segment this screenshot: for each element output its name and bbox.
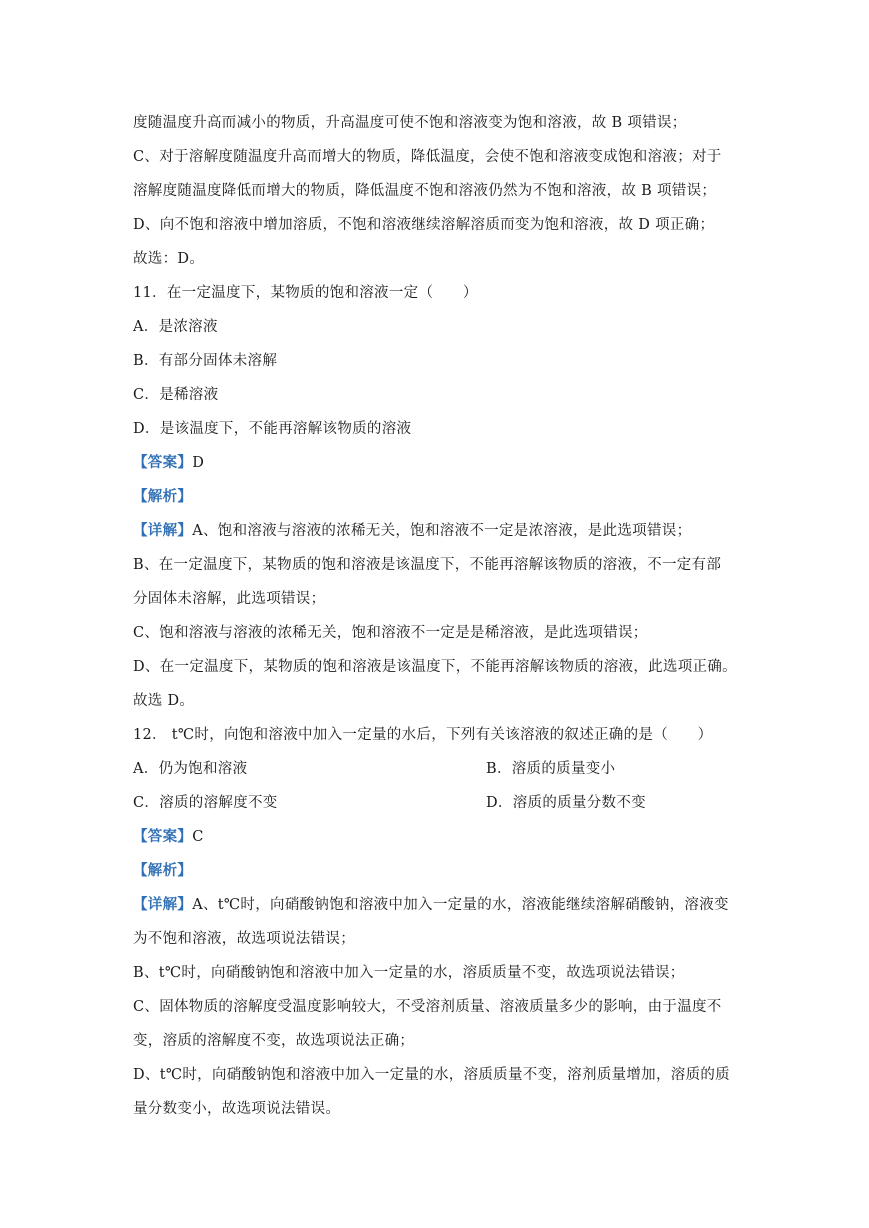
- analysis-label: 【解析】: [133, 862, 193, 879]
- q10-text-line: 度随温度升高而减小的物质，升高温度可使不饱和溶液变为饱和溶液，故 B 项错误；: [133, 115, 687, 131]
- q12-detail-line: 量分数变小，故选项说法错误。: [133, 1101, 341, 1117]
- q11-detail-line: 分固体未溶解，此选项错误；: [133, 591, 326, 607]
- q11-option-d: D．是该温度下，不能再溶解该物质的溶液: [133, 421, 412, 437]
- q10-conclusion: 故选：D。: [133, 251, 205, 267]
- q10-text-line: D、向不饱和溶液中增加溶质，不饱和溶液继续溶解溶质而变为饱和溶液，故 D 项正确；: [133, 217, 715, 233]
- answer-label: 【答案】: [133, 828, 193, 845]
- q11-conclusion: 故选 D。: [133, 693, 195, 709]
- q12-answer: [133, 827, 204, 847]
- q12-option-b: B．溶质的质量变小: [486, 761, 616, 777]
- q10-text-line: C、对于溶解度随温度升高而增大的物质，降低温度，会使不饱和溶液变成饱和溶液；对于: [133, 149, 722, 165]
- q10-text-line: 溶解度随温度降低而增大的物质，降低温度不饱和溶液仍然为不饱和溶液，故 B 项错误；: [133, 183, 717, 199]
- q12-option-a: A．仍为饱和溶液: [133, 761, 248, 777]
- q12-detail-line: C、固体物质的溶解度受温度影响较大，不受溶剂质量、溶液质量多少的影响，由于温度不: [133, 999, 722, 1015]
- detail-label: 【详解】: [133, 522, 193, 539]
- q11-detail-line: D、在一定温度下，某物质的饱和溶液是该温度下，不能再溶解该物质的溶液，此选项正确。: [133, 659, 737, 675]
- detail-label: 【详解】: [133, 896, 193, 913]
- q12-analysis: [133, 861, 192, 881]
- detail-text: A、t℃时，向硝酸钠饱和溶液中加入一定量的水，溶液能继续溶解硝酸钠，溶液变: [192, 897, 729, 913]
- q11-detail-line: B、在一定温度下，某物质的饱和溶液是该温度下，不能再溶解该物质的溶液，不一定有部: [133, 557, 722, 573]
- q11-option-c: C．是稀溶液: [133, 387, 219, 403]
- q12-option-d: D．溶质的质量分数不变: [486, 795, 646, 811]
- q11-stem: 11．在一定温度下，某物质的饱和溶液一定（ ）: [133, 285, 478, 301]
- q12-detail: [133, 895, 729, 915]
- q11-detail-line: C、饱和溶液与溶液的浓稀无关，饱和溶液不一定是是稀溶液，是此选项错误；: [133, 625, 648, 641]
- q12-stem: 12． t℃时，向饱和溶液中加入一定量的水后，下列有关该溶液的叙述正确的是（ ）: [133, 727, 713, 743]
- q11-detail: [133, 521, 691, 541]
- q12-detail-line: B、t℃时，向硝酸钠饱和溶液中加入一定量的水，溶质质量不变，故选项说法错误；: [133, 965, 685, 981]
- detail-text: A、饱和溶液与溶液的浓稀无关，饱和溶液不一定是浓溶液，是此选项错误；: [192, 523, 692, 539]
- analysis-label: 【解析】: [133, 488, 193, 505]
- q12-detail-line: 为不饱和溶液，故选项说法错误；: [133, 931, 355, 947]
- q12-option-c: C．溶质的溶解度不变: [133, 795, 278, 811]
- q11-analysis: [133, 487, 192, 507]
- answer-value: C: [192, 829, 204, 845]
- q11-answer: [133, 453, 204, 473]
- answer-value: D: [192, 455, 205, 471]
- q11-option-b: B．有部分固体未溶解: [133, 353, 278, 369]
- q12-detail-line: D、t℃时，向硝酸钠饱和溶液中加入一定量的水，溶质质量不变，溶剂质量增加，溶质的质: [133, 1067, 730, 1083]
- answer-label: 【答案】: [133, 454, 193, 471]
- q11-option-a: A．是浓溶液: [133, 319, 218, 335]
- q12-detail-line: 变，溶质的溶解度不变，故选项说法正确；: [133, 1033, 415, 1049]
